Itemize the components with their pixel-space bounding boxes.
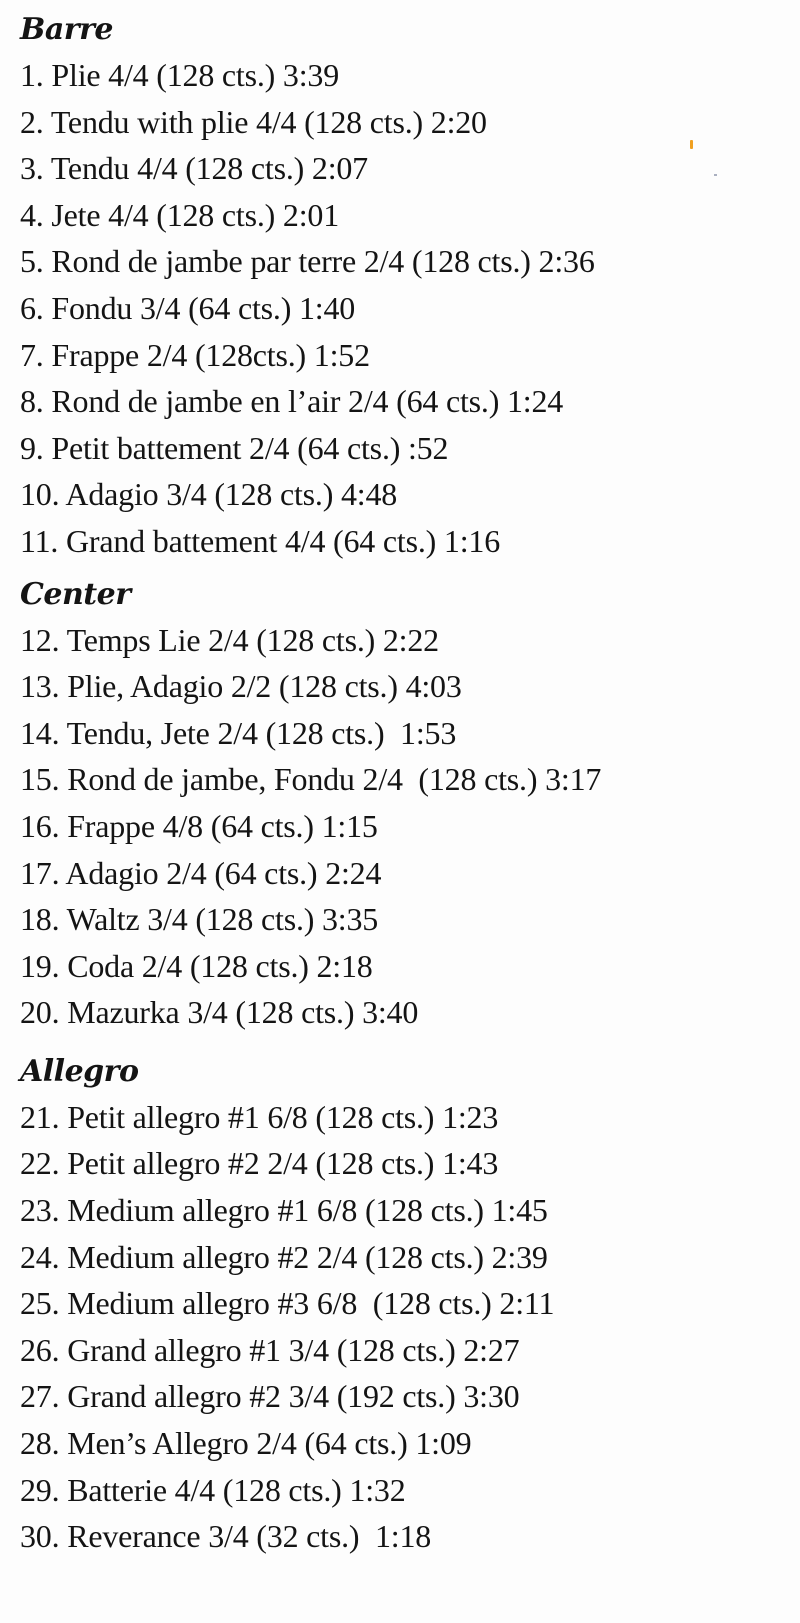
list-item: 11. Grand battement 4/4 (64 cts.) 1:16 [20,522,500,559]
list-item: 27. Grand allegro #2 3/4 (192 cts.) 3:30 [20,1378,520,1415]
list-item: 1. Plie 4/4 (128 cts.) 3:39 [20,57,340,93]
list-item: 2. Tendu with plie 4/4 (128 cts.) 2:20 [20,103,487,140]
section-center [20,565,790,1036]
list-item: 26. Grand allegro #1 3/4 (128 cts.) 2:27 [20,1331,520,1368]
list-item: 12. Temps Lie 2/4 (128 cts.) 2:22 [20,621,439,658]
list-item: 18. Waltz 3/4 (128 cts.) 3:35 [20,901,379,938]
list-item: 10. Adagio 3/4 (128 cts.) 4:48 [20,476,398,513]
list-item: 20. Mazurka 3/4 (128 cts.) 3:40 [20,994,419,1031]
list-item: 15. Rond de jambe, Fondu 2/4 (128 cts.) 3:17 [20,761,602,798]
list-item: 5. Rond de jambe par terre 2/4 (128 cts.) 2:36 [20,243,595,280]
list-item: 17. Adagio 2/4 (64 cts.) 2:24 [20,854,382,891]
list-item: 14. Tendu, Jete 2/4 (128 cts.) 1:53 [20,714,457,751]
list-item: 21. Petit allegro #1 6/8 (128 cts.) 1:23 [20,1098,499,1135]
list-item: 7. Frappe 2/4 (128cts.) 1:52 [20,336,370,373]
list-item: 28. Men’s Allegro 2/4 (64 cts.) 1:09 [20,1425,472,1462]
list-item: 30. Reverance 3/4 (32 cts.) 1:18 [20,1518,432,1555]
list-item: 24. Medium allegro #2 2/4 (128 cts.) 2:39 [20,1238,548,1275]
list-item: 29. Batterie 4/4 (128 cts.) 1:32 [20,1471,406,1508]
list-item: 13. Plie, Adagio 2/2 (128 cts.) 4:03 [20,668,462,705]
list-item: 23. Medium allegro #1 6/8 (128 cts.) 1:45 [20,1192,548,1229]
section-barre [20,0,790,565]
track-list-page [20,0,790,1560]
list-item: 4. Jete 4/4 (128 cts.) 2:01 [20,196,339,233]
section-heading-allegro: Allegro [20,1053,139,1089]
list-item: 9. Petit battement 2/4 (64 cts.) :52 [20,429,449,466]
list-item: 22. Petit allegro #2 2/4 (128 cts.) 1:43 [20,1145,499,1182]
section-heading-barre: Barre [20,12,113,47]
section-allegro [20,1036,790,1560]
list-item: 3. Tendu 4/4 (128 cts.) 2:07 [20,150,368,187]
list-item: 19. Coda 2/4 (128 cts.) 2:18 [20,947,373,984]
list-item: 25. Medium allegro #3 6/8 (128 cts.) 2:11 [20,1285,555,1322]
list-item: 8. Rond de jambe en l’air 2/4 (64 cts.) 1:24 [20,383,564,420]
list-item: 6. Fondu 3/4 (64 cts.) 1:40 [20,289,356,326]
section-heading-center: Center [20,576,131,612]
list-item: 16. Frappe 4/8 (64 cts.) 1:15 [20,807,378,844]
